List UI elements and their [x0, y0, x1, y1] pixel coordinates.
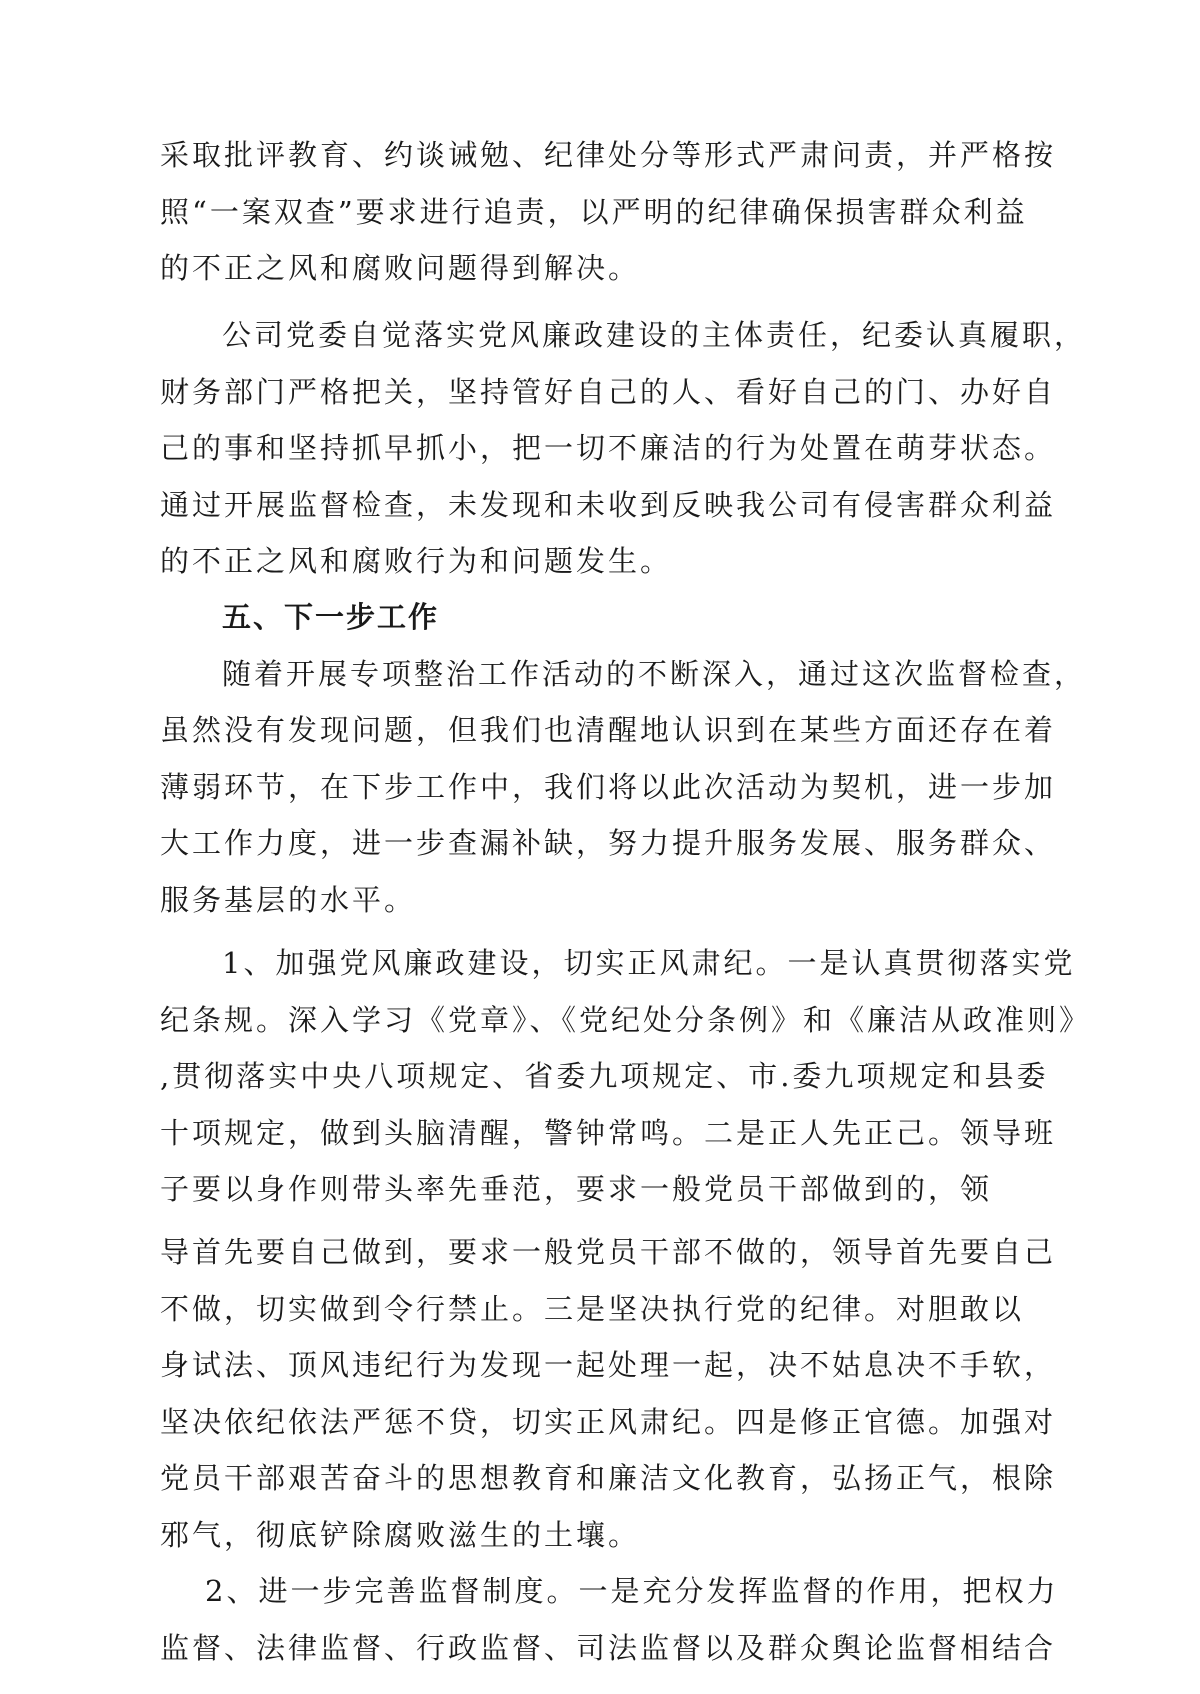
body-text-line: 身试法、顶风违纪行为发现一起处理一起，决不姑息决不手软， [160, 1348, 1057, 1382]
body-text-line: ,贯彻落实中央八项规定、省委九项规定、市.委九项规定和县委 [160, 1059, 1049, 1093]
body-text-line: 的不正之风和腐败问题得到解决。 [160, 251, 641, 285]
body-text-line: 邪气，彻底铲除腐败滋生的土壤。 [160, 1518, 641, 1552]
body-text-line: 财务部门严格把关，坚持管好自己的人、看好自己的门、办好自 [160, 375, 1057, 409]
body-text-line: 通过开展监督检查，未发现和未收到反映我公司有侵害群众利益 [160, 488, 1057, 522]
paragraph-first-line: 2、进一步完善监督制度。一是充分发挥监督的作用，把权力 [205, 1574, 1059, 1608]
body-text-line: 薄弱环节，在下步工作中，我们将以此次活动为契机，进一步加 [160, 770, 1057, 804]
paragraph-first-line: 随着开展专项整治工作活动的不断深入，通过这次监督检查， [222, 657, 1087, 691]
body-text-line: 大工作力度，进一步查漏补缺，努力提升服务发展、服务群众、 [160, 826, 1057, 860]
section-heading: 五、下一步工作 [222, 600, 440, 634]
body-text-line: 十项规定，做到头脑清醒，警钟常鸣。二是正人先正己。领导班 [160, 1116, 1057, 1150]
body-text-line: 子要以身作则带头率先垂范，要求一般党员干部做到的，领 [160, 1172, 993, 1206]
body-text-line: 纪条规。深入学习《党章》、《党纪处分条例》和《廉洁从政准则》 [160, 1003, 1092, 1037]
body-text-line: 党员干部艰苦奋斗的思想教育和廉洁文化教育，弘扬正气，根除 [160, 1461, 1057, 1495]
body-text-line: 导首先要自己做到，要求一般党员干部不做的，领导首先要自己 [160, 1235, 1057, 1269]
body-text-line: 虽然没有发现问题，但我们也清醒地认识到在某些方面还存在着 [160, 713, 1057, 747]
body-text-line: 坚决依纪依法严惩不贷，切实正风肃纪。四是修正官德。加强对 [160, 1405, 1057, 1439]
body-text-line: 服务基层的水平。 [160, 883, 417, 917]
paragraph-first-line: 公司党委自觉落实党风廉政建设的主体责任，纪委认真履职， [222, 318, 1087, 352]
body-text-line: 采取批评教育、约谈诫勉、纪律处分等形式严肃问责，并严格按 [160, 138, 1057, 172]
paragraph-first-line: 1、加强党风廉政建设，切实正风肃纪。一是认真贯彻落实党 [222, 946, 1076, 980]
body-text-line: 的不正之风和腐败行为和问题发生。 [160, 544, 673, 578]
body-text-line: 监督、法律监督、行政监督、司法监督以及群众舆论监督相结合 [160, 1631, 1057, 1665]
body-text-line: 照“一案双查”要求进行追责，以严明的纪律确保损害群众利益 [160, 195, 1028, 229]
body-text-line: 己的事和坚持抓早抓小，把一切不廉洁的行为处置在萌芽状态。 [160, 431, 1057, 465]
body-text-line: 不做，切实做到令行禁止。三是坚决执行党的纪律。对胆敢以 [160, 1292, 1025, 1326]
